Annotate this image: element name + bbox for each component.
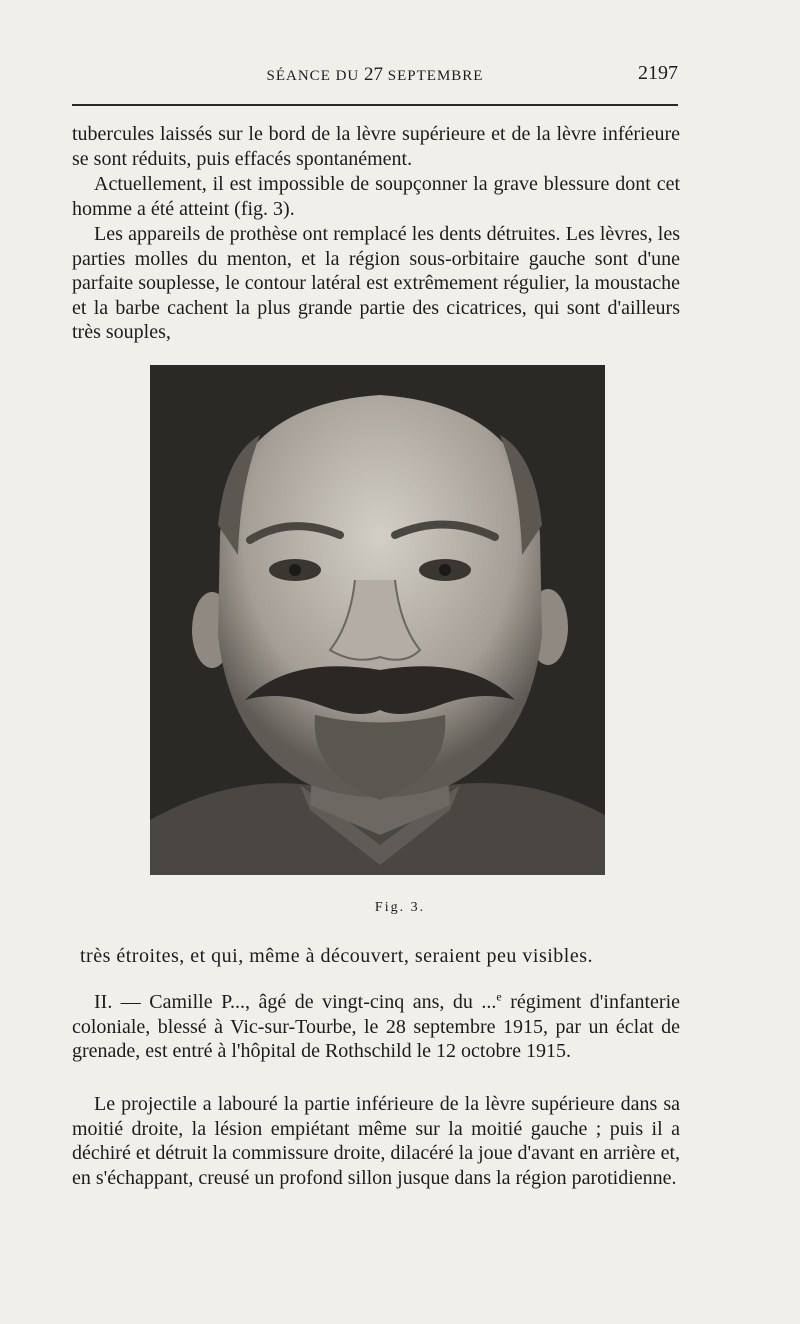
portrait-illustration bbox=[150, 365, 605, 875]
paragraph-3: Les appareils de prothèse ont remplacé les dents détruites. Les lèvres, les parties molles du menton, et la région sous-orbitaire gauche sont d'une parfaite souplesse, le contour latéral est extrêmement régulier, la moustache et la barbe cachent la plus grande partie des cicatrices, qui sont d'ailleurs très souples, bbox=[72, 223, 680, 344]
running-header bbox=[72, 62, 678, 92]
page-number: 2197 bbox=[638, 62, 678, 84]
figure-3-photograph bbox=[150, 365, 605, 875]
running-title-day: 27 bbox=[364, 64, 384, 85]
paragraph-6: Le projectile a labouré la partie inférieure de la lèvre supérieure dans sa moitié droite, la lésion empiétant même sur la moitié gauche ; puis il a déchiré et détruit la commissure droite, dilacéré la joue d'avant en arrière et, en s'échappant, creusé un profond sillon jusque dans la région parotidienne. bbox=[72, 1093, 680, 1189]
paragraph-5-start: II. — Camille P..., âgé de vingt-cinq ans, du ... bbox=[94, 991, 497, 1013]
running-title-suffix: SEPTEMBRE bbox=[383, 68, 484, 84]
running-title-prefix: SÉANCE DU bbox=[266, 68, 365, 84]
paragraph-5 bbox=[72, 990, 680, 1064]
paragraph-5-rest: régiment d'infanterie coloniale, blessé à Vic-sur-Tourbe, le 28 septembre 1915, par un éclat de grenade, est entré à l'hôpital de Rothschild le 12 octobre 1915. bbox=[72, 991, 681, 1063]
ordinal-superscript: e bbox=[496, 989, 502, 1004]
paragraph-2: Actuellement, il est impossible de soupçonner la grave blessure dont cet homme a été atteint (fig. 3). bbox=[72, 173, 680, 220]
running-title bbox=[72, 64, 678, 86]
paragraph-4: très étroites, et qui, même à découvert, seraient peu visibles. bbox=[80, 945, 594, 967]
header-rule bbox=[72, 104, 678, 106]
paragraph-1: tubercules laissés sur le bord de la lèvre supérieure et de la lèvre inférieure se sont réduits, puis effacés spontanément. bbox=[72, 123, 680, 170]
figure-caption: Fig. 3. bbox=[374, 900, 426, 915]
